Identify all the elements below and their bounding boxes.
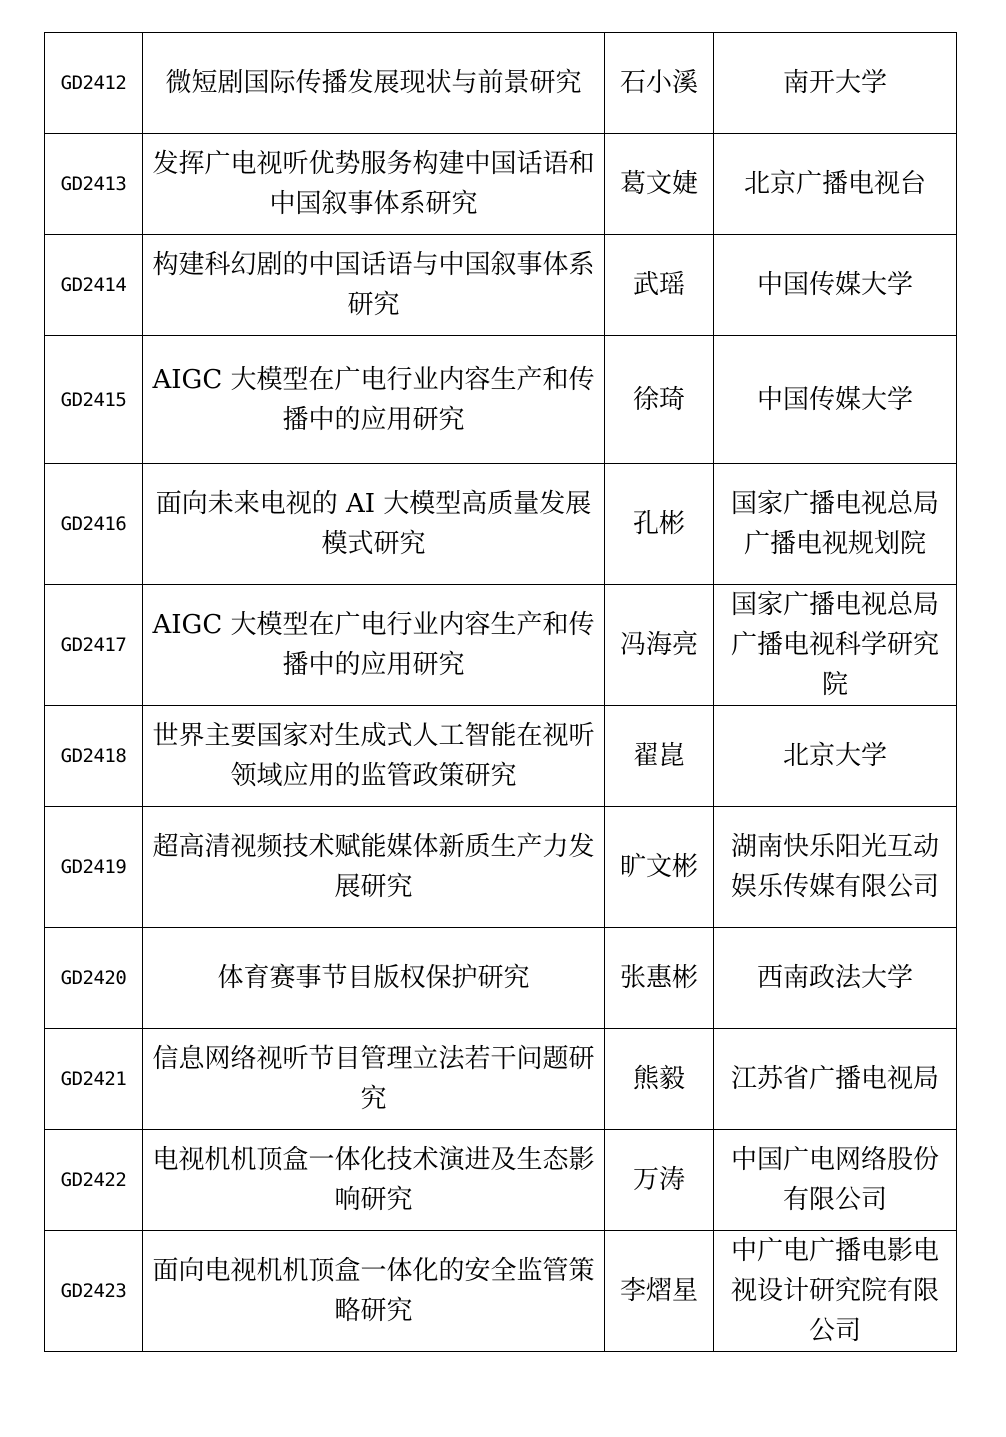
project-title: 体育赛事节目版权保护研究 <box>143 928 605 1029</box>
project-code: GD2415 <box>45 336 143 464</box>
table-row <box>45 706 957 807</box>
table-row <box>45 464 957 585</box>
project-code: GD2422 <box>45 1130 143 1231</box>
organization: 北京广播电视台 <box>714 134 957 235</box>
researcher-name: 旷文彬 <box>605 807 714 928</box>
organization: 中国传媒大学 <box>714 235 957 336</box>
researcher-name: 徐琦 <box>605 336 714 464</box>
project-code: GD2412 <box>45 33 143 134</box>
organization: 中国传媒大学 <box>714 336 957 464</box>
project-code: GD2421 <box>45 1029 143 1130</box>
organization: 中国广电网络股份有限公司 <box>714 1130 957 1231</box>
project-code: GD2418 <box>45 706 143 807</box>
table-row <box>45 585 957 706</box>
table-row <box>45 33 957 134</box>
table-row <box>45 235 957 336</box>
project-code: GD2416 <box>45 464 143 585</box>
project-title: 电视机机顶盒一体化技术演进及生态影响研究 <box>143 1130 605 1231</box>
table-row <box>45 928 957 1029</box>
project-title: 微短剧国际传播发展现状与前景研究 <box>143 33 605 134</box>
researcher-name: 冯海亮 <box>605 585 714 706</box>
project-title: 世界主要国家对生成式人工智能在视听领域应用的监管政策研究 <box>143 706 605 807</box>
project-code: GD2413 <box>45 134 143 235</box>
table-row <box>45 1029 957 1130</box>
researcher-name: 孔彬 <box>605 464 714 585</box>
project-title: AIGC 大模型在广电行业内容生产和传播中的应用研究 <box>143 585 605 706</box>
project-title: 超高清视频技术赋能媒体新质生产力发展研究 <box>143 807 605 928</box>
project-code: GD2417 <box>45 585 143 706</box>
researcher-name: 熊毅 <box>605 1029 714 1130</box>
organization: 国家广播电视总局广播电视规划院 <box>714 464 957 585</box>
project-title: 发挥广电视听优势服务构建中国话语和中国叙事体系研究 <box>143 134 605 235</box>
organization: 南开大学 <box>714 33 957 134</box>
researcher-name: 葛文婕 <box>605 134 714 235</box>
researcher-name: 万涛 <box>605 1130 714 1231</box>
table-row <box>45 1130 957 1231</box>
project-title: 构建科幻剧的中国话语与中国叙事体系研究 <box>143 235 605 336</box>
project-title: 面向未来电视的 AI 大模型高质量发展模式研究 <box>143 464 605 585</box>
table-row <box>45 1231 957 1352</box>
organization: 西南政法大学 <box>714 928 957 1029</box>
project-code: GD2423 <box>45 1231 143 1352</box>
researcher-name: 张惠彬 <box>605 928 714 1029</box>
organization: 江苏省广播电视局 <box>714 1029 957 1130</box>
project-title: 信息网络视听节目管理立法若干问题研究 <box>143 1029 605 1130</box>
organization: 北京大学 <box>714 706 957 807</box>
table-row <box>45 807 957 928</box>
researcher-name: 石小溪 <box>605 33 714 134</box>
project-code: GD2414 <box>45 235 143 336</box>
table-row <box>45 336 957 464</box>
organization: 中广电广播电影电视设计研究院有限公司 <box>714 1231 957 1352</box>
project-title: AIGC 大模型在广电行业内容生产和传播中的应用研究 <box>143 336 605 464</box>
table-row <box>45 134 957 235</box>
project-table <box>44 32 957 1352</box>
organization: 湖南快乐阳光互动娱乐传媒有限公司 <box>714 807 957 928</box>
researcher-name: 武瑶 <box>605 235 714 336</box>
project-title: 面向电视机机顶盒一体化的安全监管策略研究 <box>143 1231 605 1352</box>
researcher-name: 李熠星 <box>605 1231 714 1352</box>
organization: 国家广播电视总局广播电视科学研究院 <box>714 585 957 706</box>
project-code: GD2419 <box>45 807 143 928</box>
project-code: GD2420 <box>45 928 143 1029</box>
researcher-name: 翟崑 <box>605 706 714 807</box>
